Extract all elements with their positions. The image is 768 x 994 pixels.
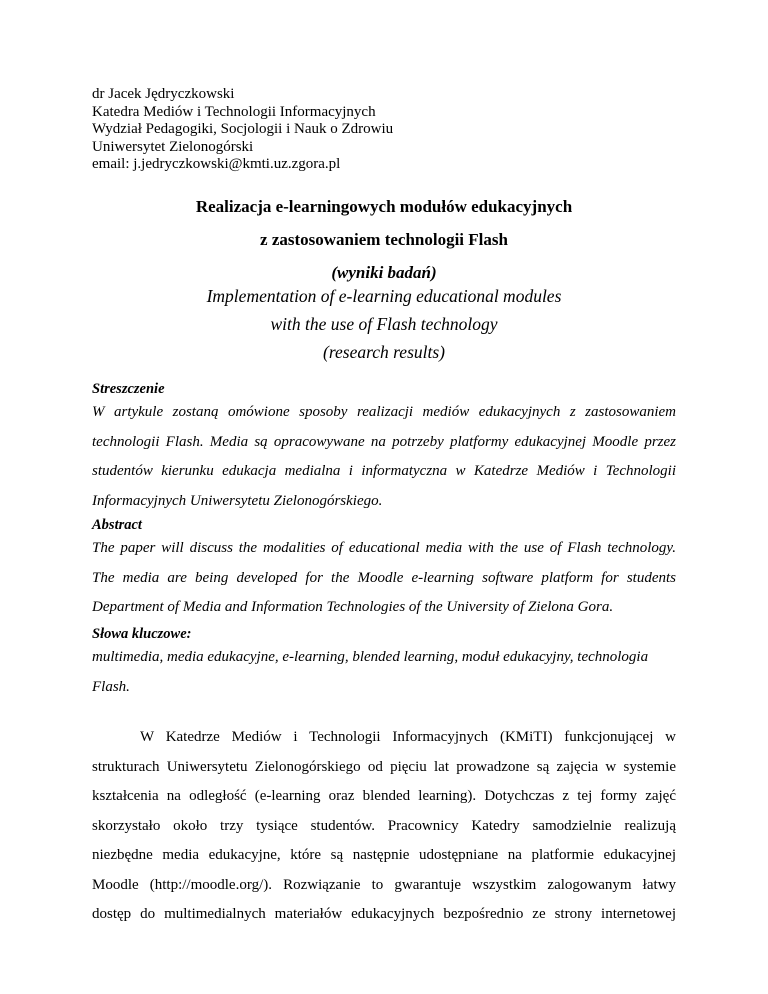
- streszczenie-line: technologii Flash. Media są opracowywane na potrzeby platformy edukacyjnej Moodle przez: [92, 433, 676, 450]
- author-faculty: Wydział Pedagogiki, Socjologii i Nauk o Zdrowiu: [92, 121, 394, 137]
- author-email: email: j.jedryczkowski@kmti.uz.zgora.pl: [92, 156, 341, 172]
- abstract-line: The paper will discuss the modalities of educational media with the use of Flash technology.: [92, 540, 676, 556]
- author-department: Katedra Mediów i Technologii Informacyjnych: [92, 103, 376, 120]
- abstract-line: The media are being developed for the Moodle e-learning software platform for students: [92, 569, 676, 586]
- streszczenie-text: [92, 398, 676, 516]
- keywords-text: [92, 643, 676, 702]
- keywords-line: multimedia, media edukacyjne, e-learning, blended learning, moduł edukacyjny, technologia: [92, 649, 649, 665]
- streszczenie-line: W artykule zostaną omówione sposoby realizacji mediów edukacyjnych z zastosowaniem: [92, 404, 676, 420]
- title-en-subtitle: (research results): [323, 342, 445, 362]
- title-pl-subtitle: (wyniki badań): [331, 263, 437, 282]
- streszczenie-heading: Streszczenie: [92, 381, 165, 397]
- author-university: Uniwersytet Zielonogórski: [92, 138, 254, 155]
- body-line: niezbędne media edukacyjne, które są następnie udostępniane na platformie edukacyjnej: [92, 847, 676, 863]
- abstract-line: Department of Media and Information Technologies of the University of Zielona Gora.: [92, 599, 614, 615]
- body-line: Moodle (http://moodle.org/). Rozwiązanie to gwarantuje wszystkim zalogowanym łatwy: [92, 876, 676, 893]
- title-en-line-2: with the use of Flash technology: [270, 314, 498, 334]
- body-line: kształcenia na odległość (e-learning oraz blended learning). Dotychczas z tej formy zajęć: [92, 788, 676, 804]
- streszczenie-line: studentów kierunku edukacja medialna i informatyczna w Katedrze Mediów i Technologii: [92, 463, 676, 479]
- body-line: W Katedrze Mediów i Technologii Informacyjnych (KMiTI) funkcjonującej w: [140, 729, 676, 745]
- keywords-heading: Słowa kluczowe:: [92, 626, 192, 642]
- body-line: skorzystało około trzy tysiące studentów. Pracownicy Katedry samodzielnie realizują: [92, 817, 676, 834]
- body-line: strukturach Uniwersytetu Zielonogórskiego od pięciu lat prowadzone są zajęcia w systemie: [92, 758, 676, 775]
- title-pl-line-1: Realizacja e-learningowych modułów edukacyjnych: [195, 197, 573, 216]
- body-paragraph: [92, 723, 676, 930]
- author-block: [92, 86, 393, 174]
- title-en-line-1: Implementation of e-learning educational modules: [206, 286, 562, 306]
- body-line: dostęp do multimedialnych materiałów edukacyjnych bezpośrednio ze strony internetowej: [92, 906, 676, 922]
- author-name: dr Jacek Jędryczkowski: [92, 86, 235, 102]
- streszczenie-line: Informacyjnych Uniwersytetu Zielonogórskiego.: [92, 492, 383, 509]
- abstract-heading: Abstract: [92, 517, 142, 533]
- title-pl-line-2: z zastosowaniem technologii Flash: [260, 230, 508, 249]
- abstract-text: [92, 534, 676, 623]
- keywords-line: Flash.: [92, 678, 130, 695]
